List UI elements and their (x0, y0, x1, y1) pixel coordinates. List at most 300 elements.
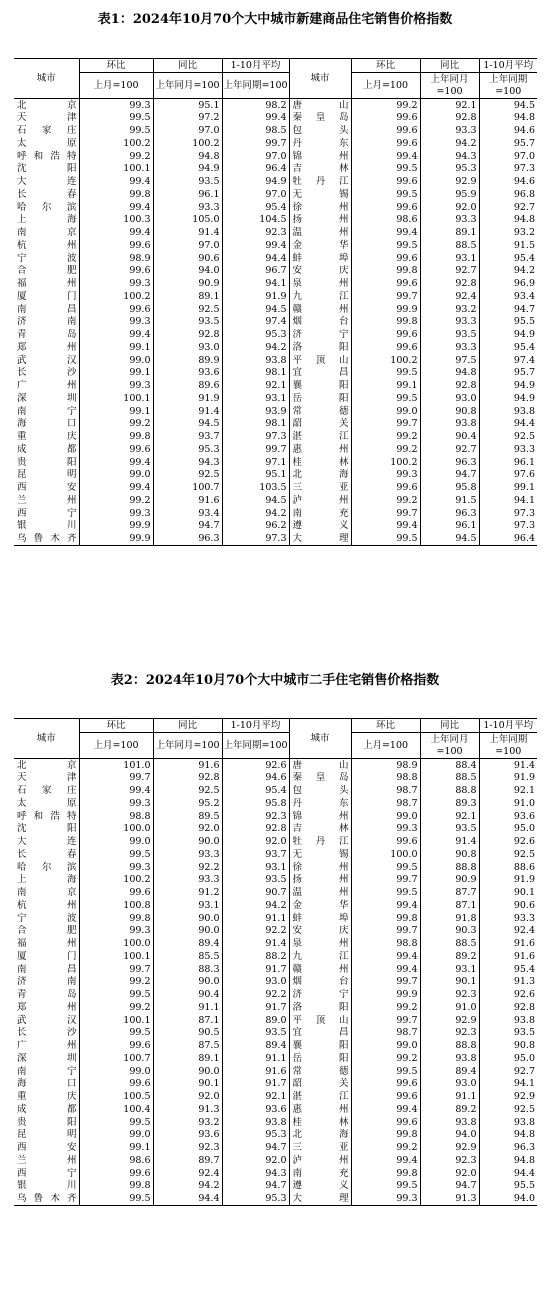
yoy-index: 94.5 (153, 418, 222, 431)
mom-index: 99.9 (351, 989, 420, 1002)
mom-index: 99.3 (79, 316, 153, 329)
yoy-index: 97.0 (153, 125, 222, 138)
yoy-index: 90.3 (420, 925, 479, 938)
mom-index: 99.4 (79, 456, 153, 469)
avg-index: 93.2 (479, 227, 537, 240)
city-name: 昆明 (17, 1129, 77, 1141)
city-name: 扬州 (289, 874, 351, 887)
yoy-index: 90.0 (153, 976, 222, 989)
mom-index: 99.4 (79, 482, 153, 495)
yoy-index: 89.9 (153, 354, 222, 367)
city-name: 深圳 (17, 392, 77, 404)
avg-index: 97.3 (222, 533, 289, 546)
city-name: 沈阳 (17, 823, 77, 835)
yoy-index: 94.8 (153, 150, 222, 163)
avg-index: 93.1 (222, 392, 289, 405)
yoy-index: 91.3 (420, 1193, 479, 1206)
city-name: 大理 (289, 1193, 351, 1206)
avg-index: 92.9 (479, 1091, 537, 1104)
avg-index: 97.3 (479, 520, 537, 533)
yoy-index: 94.0 (420, 1129, 479, 1142)
yoy-index: 94.7 (153, 520, 222, 533)
header-mom: 环比 (351, 719, 420, 733)
city-name: 丹东 (289, 797, 351, 810)
yoy-index: 92.7 (420, 443, 479, 456)
yoy-index: 92.3 (153, 1142, 222, 1155)
yoy-index: 95.3 (153, 443, 222, 456)
avg-index: 94.6 (479, 176, 537, 189)
city-name: 桂林 (289, 1116, 351, 1129)
yoy-index: 90.8 (420, 405, 479, 418)
city-name: 湛江 (289, 1091, 351, 1104)
avg-index: 95.4 (222, 201, 289, 214)
yoy-index: 92.4 (153, 1167, 222, 1180)
avg-index: 95.3 (222, 1129, 289, 1142)
city-name: 海口 (17, 418, 77, 430)
city-name: 长沙 (17, 367, 77, 379)
header-avg: 1-10月平均 (222, 59, 289, 73)
mom-index: 99.6 (351, 341, 420, 354)
city-name: 银川 (17, 1180, 77, 1192)
mom-index: 100.2 (79, 874, 153, 887)
city-name: 石家庄 (17, 785, 77, 797)
avg-index: 92.8 (222, 823, 289, 836)
city-name: 杭州 (17, 239, 77, 251)
mom-index: 99.5 (351, 1065, 420, 1078)
city-name: 锦州 (289, 810, 351, 823)
mom-index: 99.3 (79, 278, 153, 291)
table-row (14, 938, 537, 951)
mom-index: 99.6 (351, 1078, 420, 1091)
mom-index: 99.5 (351, 887, 420, 900)
table-row (14, 810, 537, 823)
mom-index: 99.6 (79, 1167, 153, 1180)
avg-index: 94.5 (222, 303, 289, 316)
mom-index: 99.8 (351, 316, 420, 329)
avg-index: 94.2 (222, 341, 289, 354)
yoy-index: 92.8 (153, 772, 222, 785)
city-name: 广州 (17, 380, 77, 392)
yoy-index: 93.6 (153, 367, 222, 380)
yoy-index: 95.8 (420, 482, 479, 495)
mom-index: 99.4 (79, 201, 153, 214)
mom-index: 100.2 (79, 137, 153, 150)
yoy-index: 92.9 (420, 176, 479, 189)
yoy-index: 93.3 (420, 341, 479, 354)
mom-index: 98.6 (79, 1154, 153, 1167)
city-name: 西宁 (17, 1167, 77, 1179)
yoy-index: 92.2 (153, 861, 222, 874)
city-name: 合肥 (17, 925, 77, 937)
avg-index: 96.7 (222, 265, 289, 278)
city-name: 泉州 (289, 938, 351, 951)
mom-index: 99.5 (351, 1180, 420, 1193)
avg-index: 96.4 (479, 533, 537, 546)
city-name: 锦州 (289, 150, 351, 163)
yoy-index: 92.5 (153, 469, 222, 482)
table-row (14, 227, 537, 240)
avg-index: 92.6 (222, 759, 289, 772)
city-name: 厦门 (17, 290, 77, 302)
mom-index: 99.5 (351, 392, 420, 405)
mom-index: 99.6 (351, 482, 420, 495)
city-name: 石家庄 (17, 125, 77, 137)
mom-index: 99.3 (79, 99, 153, 112)
yoy-index: 91.5 (420, 494, 479, 507)
avg-index: 88.2 (222, 950, 289, 963)
avg-index: 104.5 (222, 214, 289, 227)
table-row (14, 1116, 537, 1129)
avg-index: 99.4 (222, 112, 289, 125)
mom-index: 99.7 (351, 925, 420, 938)
mom-index: 99.0 (79, 836, 153, 849)
yoy-index: 90.0 (153, 1065, 222, 1078)
avg-index: 91.3 (479, 976, 537, 989)
mom-index: 99.2 (79, 976, 153, 989)
mom-index: 99.7 (79, 772, 153, 785)
mom-index: 100.8 (79, 899, 153, 912)
city-name: 海口 (17, 1078, 77, 1090)
city-name: 韶关 (289, 1078, 351, 1091)
mom-index: 99.5 (79, 989, 153, 1002)
city-name: 南京 (17, 227, 77, 239)
mom-index: 99.6 (79, 265, 153, 278)
mom-index: 99.2 (351, 1052, 420, 1065)
avg-index: 95.8 (222, 797, 289, 810)
mom-index: 99.1 (351, 380, 420, 393)
yoy-index: 105.0 (153, 214, 222, 227)
avg-index: 92.8 (479, 1001, 537, 1014)
mom-index: 99.8 (351, 265, 420, 278)
city-name: 金华 (289, 239, 351, 252)
mom-index: 99.4 (351, 899, 420, 912)
city-name: 泸州 (289, 494, 351, 507)
yoy-index: 93.3 (420, 316, 479, 329)
city-name: 牡丹江 (289, 836, 351, 849)
yoy-index: 95.9 (420, 188, 479, 201)
avg-index: 94.4 (479, 1167, 537, 1180)
city-name: 成都 (17, 443, 77, 455)
yoy-index: 92.3 (420, 1027, 479, 1040)
table-row (14, 482, 537, 495)
mom-index: 100.3 (79, 214, 153, 227)
avg-index: 88.6 (479, 861, 537, 874)
yoy-index: 94.5 (420, 533, 479, 546)
header-mom: 环比 (79, 59, 153, 73)
yoy-index: 90.0 (153, 912, 222, 925)
table-row (14, 912, 537, 925)
city-name: 乌鲁木齐 (17, 1193, 77, 1205)
yoy-index: 90.4 (153, 989, 222, 1002)
avg-index: 93.8 (479, 405, 537, 418)
city-name: 太原 (17, 797, 77, 809)
avg-index: 93.8 (222, 354, 289, 367)
yoy-index: 93.0 (420, 392, 479, 405)
header-yoy-base: 上年同月=100 (153, 73, 222, 99)
avg-index: 94.9 (479, 329, 537, 342)
table-row (14, 176, 537, 189)
table-row (14, 443, 537, 456)
avg-index: 92.2 (222, 989, 289, 1002)
avg-index: 95.7 (479, 367, 537, 380)
mom-index: 99.3 (351, 1193, 420, 1206)
mom-index: 99.2 (351, 1001, 420, 1014)
city-name: 蚌埠 (289, 252, 351, 265)
avg-index: 95.0 (479, 823, 537, 836)
yoy-index: 90.5 (153, 1027, 222, 1040)
header-yoy: 同比 (153, 59, 222, 73)
yoy-index: 91.0 (420, 1001, 479, 1014)
mom-index: 99.7 (351, 976, 420, 989)
avg-index: 92.1 (222, 380, 289, 393)
city-name: 大连 (17, 836, 77, 848)
avg-index: 91.9 (479, 772, 537, 785)
yoy-index: 92.8 (420, 380, 479, 393)
yoy-index: 97.5 (420, 354, 479, 367)
mom-index: 99.4 (351, 1103, 420, 1116)
table-row (14, 848, 537, 861)
table-row (14, 1052, 537, 1065)
mom-index: 99.0 (79, 469, 153, 482)
mom-index: 100.1 (79, 950, 153, 963)
avg-index: 93.8 (479, 1014, 537, 1027)
table-row (14, 861, 537, 874)
table-row (14, 278, 537, 291)
avg-index: 98.2 (222, 99, 289, 112)
city-name: 平顶山 (289, 354, 351, 367)
city-name: 长沙 (17, 1027, 77, 1039)
table-row (14, 150, 537, 163)
city-name: 上海 (17, 874, 77, 886)
avg-index: 94.4 (479, 418, 537, 431)
mom-index: 99.1 (79, 405, 153, 418)
table-row (14, 874, 537, 887)
header-yoy: 同比 (420, 59, 479, 73)
table-row (14, 520, 537, 533)
yoy-index: 91.1 (153, 1001, 222, 1014)
yoy-index: 92.1 (420, 99, 479, 112)
yoy-index: 90.9 (153, 278, 222, 291)
avg-index: 95.4 (222, 785, 289, 798)
city-name: 包头 (289, 125, 351, 138)
avg-index: 93.5 (222, 1027, 289, 1040)
mom-index: 98.8 (351, 772, 420, 785)
avg-index: 91.7 (222, 1078, 289, 1091)
yoy-index: 93.6 (153, 1129, 222, 1142)
table-row (14, 341, 537, 354)
yoy-index: 90.1 (420, 976, 479, 989)
avg-index: 96.9 (479, 278, 537, 291)
table-row (14, 201, 537, 214)
mom-index: 99.5 (79, 1027, 153, 1040)
avg-index: 92.2 (222, 925, 289, 938)
mom-index: 100.1 (79, 392, 153, 405)
avg-index: 92.6 (479, 836, 537, 849)
yoy-index: 92.8 (420, 278, 479, 291)
avg-index: 93.3 (479, 443, 537, 456)
yoy-index: 93.1 (420, 252, 479, 265)
yoy-index: 92.5 (153, 303, 222, 316)
header-yoy-base: 上年同月=100 (153, 733, 222, 759)
yoy-index: 96.1 (420, 520, 479, 533)
city-name: 韶关 (289, 418, 351, 431)
avg-index: 96.1 (479, 456, 537, 469)
yoy-index: 93.7 (153, 431, 222, 444)
header-yoy-base: 上年同月=100 (420, 733, 479, 759)
mom-index: 99.4 (351, 150, 420, 163)
avg-index: 97.6 (479, 469, 537, 482)
mom-index: 100.1 (79, 1014, 153, 1027)
mom-index: 99.6 (351, 137, 420, 150)
mom-index: 99.5 (79, 848, 153, 861)
yoy-index: 92.5 (153, 785, 222, 798)
city-name: 徐州 (289, 201, 351, 214)
city-name: 烟台 (289, 976, 351, 989)
header-mom: 环比 (79, 719, 153, 733)
yoy-index: 93.3 (420, 125, 479, 138)
yoy-index: 97.2 (153, 112, 222, 125)
avg-index: 97.3 (479, 163, 537, 176)
table-row (14, 380, 537, 393)
mom-index: 99.0 (351, 405, 420, 418)
table-row (14, 265, 537, 278)
city-name: 银川 (17, 520, 77, 532)
city-name: 南宁 (17, 1065, 77, 1077)
avg-index: 97.0 (222, 150, 289, 163)
yoy-index: 94.7 (420, 1180, 479, 1193)
city-name: 郑州 (17, 341, 77, 353)
avg-index: 95.7 (479, 137, 537, 150)
avg-index: 94.4 (222, 252, 289, 265)
yoy-index: 92.8 (420, 112, 479, 125)
city-name: 惠州 (289, 1103, 351, 1116)
header-city: 城市 (289, 59, 351, 99)
avg-index: 95.3 (222, 329, 289, 342)
city-name: 呼和浩特 (17, 810, 77, 822)
mom-index: 99.8 (79, 188, 153, 201)
mom-index: 99.6 (79, 887, 153, 900)
header-city: 城市 (14, 719, 79, 759)
yoy-index: 94.2 (420, 137, 479, 150)
avg-index: 92.0 (222, 1154, 289, 1167)
yoy-index: 88.5 (420, 772, 479, 785)
table-row (14, 188, 537, 201)
avg-index: 91.0 (479, 797, 537, 810)
mom-index: 99.6 (79, 1040, 153, 1053)
table-row (14, 1129, 537, 1142)
mom-index: 99.7 (351, 1014, 420, 1027)
avg-index: 97.0 (222, 188, 289, 201)
city-name: 西宁 (17, 507, 77, 519)
table2-second-hand-housing-index (14, 718, 537, 1206)
city-name: 长春 (17, 848, 77, 860)
mom-index: 99.9 (79, 520, 153, 533)
table-row (14, 507, 537, 520)
table-row (14, 772, 537, 785)
mom-index: 99.5 (79, 1116, 153, 1129)
yoy-index: 96.3 (420, 456, 479, 469)
avg-index: 91.1 (222, 912, 289, 925)
yoy-index: 97.0 (153, 239, 222, 252)
table-row (14, 163, 537, 176)
table-row (14, 836, 537, 849)
avg-index: 93.4 (479, 290, 537, 303)
header-avg-base: 上年同期=100 (222, 733, 289, 759)
city-name: 南昌 (17, 963, 77, 975)
mom-index: 99.5 (351, 239, 420, 252)
yoy-index: 91.8 (420, 912, 479, 925)
table-row (14, 1091, 537, 1104)
mom-index: 99.0 (79, 354, 153, 367)
mom-index: 99.3 (79, 925, 153, 938)
city-name: 扬州 (289, 214, 351, 227)
city-name: 九江 (289, 950, 351, 963)
mom-index: 99.2 (351, 443, 420, 456)
avg-index: 91.6 (222, 1065, 289, 1078)
yoy-index: 94.3 (420, 150, 479, 163)
avg-index: 95.5 (479, 1180, 537, 1193)
mom-index: 99.3 (351, 823, 420, 836)
avg-index: 89.0 (222, 1014, 289, 1027)
yoy-index: 89.4 (420, 1065, 479, 1078)
mom-index: 99.8 (79, 431, 153, 444)
table2-title: 表2：2024年10月70个大中城市二手住宅销售价格指数 (110, 673, 440, 688)
city-name: 北京 (17, 99, 77, 111)
yoy-index: 92.9 (420, 1014, 479, 1027)
avg-index: 90.7 (222, 887, 289, 900)
mom-index: 99.8 (79, 912, 153, 925)
avg-index: 103.5 (222, 482, 289, 495)
yoy-index: 93.3 (153, 201, 222, 214)
city-name: 徐州 (289, 861, 351, 874)
yoy-index: 94.2 (153, 1180, 222, 1193)
avg-index: 93.8 (222, 1116, 289, 1129)
avg-index: 93.9 (222, 405, 289, 418)
yoy-index: 93.0 (153, 341, 222, 354)
city-name: 杭州 (17, 899, 77, 911)
mom-index: 100.5 (79, 1091, 153, 1104)
yoy-index: 89.4 (153, 938, 222, 951)
city-name: 温州 (289, 887, 351, 900)
yoy-index: 91.4 (153, 405, 222, 418)
avg-index: 98.5 (222, 125, 289, 138)
yoy-index: 89.1 (420, 227, 479, 240)
avg-index: 97.4 (222, 316, 289, 329)
table-row (14, 329, 537, 342)
city-name: 襄阳 (289, 380, 351, 393)
header-mom-base: 上月=100 (79, 73, 153, 99)
avg-index: 94.8 (479, 214, 537, 227)
table-row (14, 1193, 537, 1206)
table-row (14, 354, 537, 367)
avg-index: 91.6 (479, 938, 537, 951)
table-row (14, 405, 537, 418)
mom-index: 98.8 (351, 938, 420, 951)
avg-index: 92.3 (222, 810, 289, 823)
avg-index: 91.4 (222, 938, 289, 951)
yoy-index: 94.4 (153, 1193, 222, 1206)
mom-index: 98.8 (79, 810, 153, 823)
avg-index: 94.5 (222, 494, 289, 507)
mom-index: 99.6 (351, 329, 420, 342)
mom-index: 99.8 (351, 912, 420, 925)
city-name: 泸州 (289, 1154, 351, 1167)
city-name: 长春 (17, 188, 77, 200)
mom-index: 99.1 (79, 341, 153, 354)
mom-index: 99.6 (351, 112, 420, 125)
yoy-index: 88.5 (420, 239, 479, 252)
city-name: 大理 (289, 533, 351, 546)
